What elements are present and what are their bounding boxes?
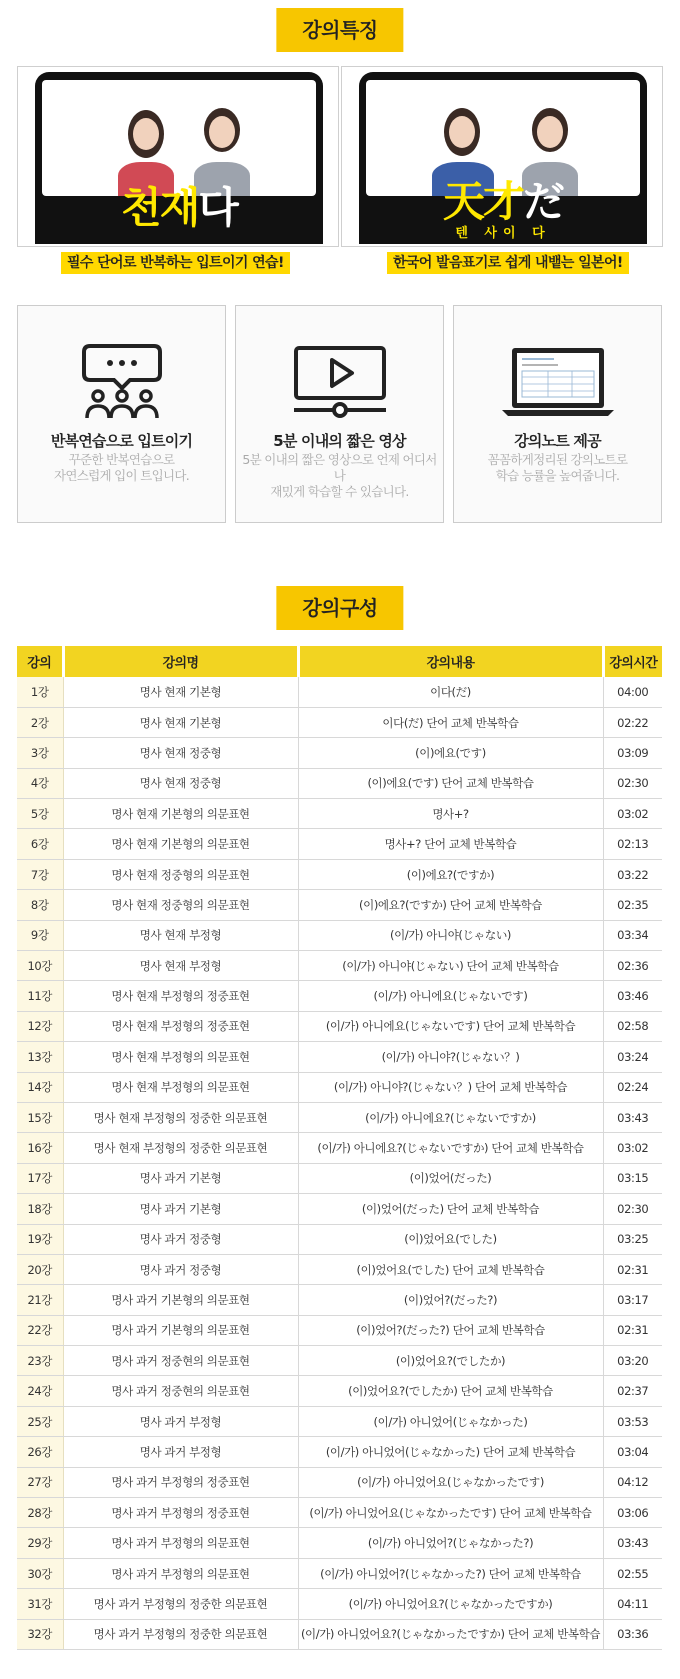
table-row[interactable] [17,1406,662,1436]
lesson-number: 28강 [17,1498,63,1528]
lesson-number: 21강 [17,1285,63,1315]
table-row[interactable] [17,707,662,737]
lesson-content: (이/가) 아니었어(じゃなかった) [298,1406,603,1436]
lesson-duration: 02:30 [603,768,662,798]
curriculum-table-body [17,677,662,1650]
laptop-notes-icon [498,344,618,424]
table-row[interactable] [17,1163,662,1193]
thumbnail-title: 天才だ [442,177,564,226]
feature-card-desc: 꾸준한 반복연습으로 자연스럽게 입이 트입니다. [54,452,189,483]
lesson-title: 명사 과거 기본형의 의문표현 [63,1315,298,1345]
video-thumbnail-2[interactable] [341,66,663,247]
lesson-content: (이/가) 아니었어요(じゃなかったです) 단어 교체 반복학습 [298,1498,603,1528]
lesson-number: 25강 [17,1406,63,1436]
lesson-duration: 03:06 [603,1498,662,1528]
lesson-content: (이/가) 아니야(じゃない) 단어 교체 반복학습 [298,951,603,981]
table-row[interactable] [17,677,662,707]
thumbnail-caption-2: 한국어 발음표기로 쉽게 내뱉는 일본어! [387,252,629,274]
lesson-duration: 03:17 [603,1285,662,1315]
lesson-title: 명사 과거 부정형의 정중한 의문표현 [63,1619,298,1649]
lesson-content: (이/가) 아니에요?(じゃないですか) 단어 교체 반복학습 [298,1133,603,1163]
table-row[interactable] [17,1498,662,1528]
lesson-number: 16강 [17,1133,63,1163]
video-player-icon [292,344,388,424]
lesson-number: 15강 [17,1102,63,1132]
lesson-duration: 03:43 [603,1102,662,1132]
table-row[interactable] [17,1437,662,1467]
feature-card-desc: 꼼꼼하게정리된 강의노트로 학습 능률을 높여줍니다. [487,452,628,483]
lesson-number: 5강 [17,799,63,829]
lesson-content: (이/가) 아니었어요(じゃなかったです) [298,1467,603,1497]
table-row[interactable] [17,1133,662,1163]
lesson-number: 6강 [17,829,63,859]
lesson-duration: 03:24 [603,1042,662,1072]
lesson-title: 명사 과거 정중현의 의문표현 [63,1376,298,1406]
table-row[interactable] [17,1011,662,1041]
video-screen [35,72,323,244]
table-row[interactable] [17,1254,662,1284]
lesson-title: 명사 과거 정중형 [63,1224,298,1254]
thumbnail-title: 천재다 [121,183,237,232]
lesson-content: (이/가) 아니었어요?(じゃなかったですか) 단어 교체 반복학습 [298,1619,603,1649]
lesson-title: 명사 현재 부정형의 정중한 의문표현 [63,1133,298,1163]
lesson-content: (이/가) 아니었어요?(じゃなかったですか) [298,1589,603,1619]
lesson-duration: 03:34 [603,920,662,950]
lesson-number: 11강 [17,981,63,1011]
feature-card-desc: 5분 이내의 짧은 영상으로 언제 어디서나 재밌게 학습할 수 있습니다. [242,452,437,499]
lesson-title: 명사 현재 정중형 [63,738,298,768]
lesson-title: 명사 현재 부정형의 의문표현 [63,1042,298,1072]
feature-card-title: 5분 이내의 짧은 영상 [273,432,406,450]
lesson-number: 22강 [17,1315,63,1345]
thumbnail-caption-1: 필수 단어로 반복하는 입트이기 연습! [61,252,290,274]
table-row[interactable] [17,981,662,1011]
lesson-content: (이)었어요(でした) [298,1224,603,1254]
lesson-content: (이)었어요(でした) 단어 교체 반복학습 [298,1254,603,1284]
table-header-row [17,646,662,677]
table-row[interactable] [17,1285,662,1315]
lesson-duration: 03:53 [603,1406,662,1436]
lesson-number: 24강 [17,1376,63,1406]
table-row[interactable] [17,1558,662,1588]
lesson-duration: 02:13 [603,829,662,859]
table-row[interactable] [17,1589,662,1619]
lesson-number: 2강 [17,707,63,737]
lesson-duration: 02:24 [603,1072,662,1102]
lesson-content: (이)에요?(ですか) [298,859,603,889]
lesson-title: 명사 현재 기본형 [63,677,298,707]
lesson-number: 13강 [17,1042,63,1072]
video-screen [359,72,647,244]
lesson-number: 26강 [17,1437,63,1467]
lesson-content: 명사+? 단어 교체 반복학습 [298,829,603,859]
table-row[interactable] [17,1042,662,1072]
lesson-duration: 02:22 [603,707,662,737]
feature-card-title: 반복연습으로 입트이기 [50,432,193,450]
lesson-title: 명사 과거 부정형의 의문표현 [63,1528,298,1558]
lesson-title: 명사 현재 정중형의 의문표현 [63,859,298,889]
lesson-content: (이/가) 아니었어?(じゃなかった?) 단어 교체 반복학습 [298,1558,603,1588]
feature-card-title: 강의노트 제공 [514,432,601,450]
lesson-content: (이)었어요?(でしたか) [298,1346,603,1376]
table-row[interactable] [17,738,662,768]
table-row[interactable] [17,1072,662,1102]
lesson-number: 29강 [17,1528,63,1558]
table-row[interactable] [17,1346,662,1376]
lesson-title: 명사 과거 부정형의 정중표현 [63,1498,298,1528]
lesson-title: 명사 과거 부정형 [63,1437,298,1467]
lesson-title: 명사 현재 부정형의 의문표현 [63,1072,298,1102]
table-row[interactable] [17,1619,662,1649]
lesson-number: 4강 [17,768,63,798]
lesson-title: 명사 현재 부정형 [63,920,298,950]
lesson-content: (이)었어요?(でしたか) 단어 교체 반복학습 [298,1376,603,1406]
table-row[interactable] [17,951,662,981]
lesson-number: 12강 [17,1011,63,1041]
lesson-number: 20강 [17,1254,63,1284]
instructor-figure-right [192,96,252,196]
lesson-number: 19강 [17,1224,63,1254]
lesson-title: 명사 현재 기본형 [63,707,298,737]
lesson-content: (이)었어(だった) [298,1163,603,1193]
lesson-duration: 03:15 [603,1163,662,1193]
lesson-title: 명사 현재 부정형의 정중표현 [63,981,298,1011]
lesson-number: 3강 [17,738,63,768]
curriculum-section-title: 강의구성 [276,586,403,630]
lesson-number: 31강 [17,1589,63,1619]
lesson-title: 명사 과거 기본형 [63,1194,298,1224]
table-row[interactable] [17,799,662,829]
lesson-content: (이/가) 아니야?(じゃない？) [298,1042,603,1072]
lesson-duration: 03:43 [603,1528,662,1558]
lesson-duration: 02:31 [603,1254,662,1284]
lesson-duration: 02:58 [603,1011,662,1041]
lesson-title: 명사 과거 부정형의 정중표현 [63,1467,298,1497]
features-section-title: 강의특징 [276,8,403,52]
lesson-content: 이다(だ) [298,677,603,707]
lesson-duration: 03:02 [603,799,662,829]
lesson-duration: 04:12 [603,1467,662,1497]
table-row[interactable] [17,1315,662,1345]
lesson-duration: 02:36 [603,951,662,981]
column-header-lesson: 강의 [17,646,63,677]
table-row[interactable] [17,920,662,950]
lesson-content: 이다(だ) 단어 교체 반복학습 [298,707,603,737]
lesson-number: 23강 [17,1346,63,1376]
feature-card-lecture-notes [453,305,662,523]
lesson-title: 명사 현재 부정형 [63,951,298,981]
lesson-duration: 04:00 [603,677,662,707]
lesson-duration: 02:37 [603,1376,662,1406]
lesson-number: 8강 [17,890,63,920]
lesson-content: (이)었어?(だった?) [298,1285,603,1315]
table-row[interactable] [17,829,662,859]
table-row[interactable] [17,768,662,798]
lesson-number: 14강 [17,1072,63,1102]
lesson-duration: 03:22 [603,859,662,889]
lesson-title: 명사 과거 부정형 [63,1406,298,1436]
lesson-title: 명사 현재 부정형의 정중표현 [63,1011,298,1041]
lesson-duration: 03:02 [603,1133,662,1163]
feature-card-short-video [235,305,444,523]
lesson-duration: 02:55 [603,1558,662,1588]
lesson-content: 명사+? [298,799,603,829]
lesson-number: 9강 [17,920,63,950]
lesson-duration: 04:11 [603,1589,662,1619]
lesson-content: (이/가) 아니야(じゃない) [298,920,603,950]
lesson-title: 명사 현재 부정형의 정중한 의문표현 [63,1102,298,1132]
lesson-number: 1강 [17,677,63,707]
lesson-content: (이)에요(です) 단어 교체 반복학습 [298,768,603,798]
lesson-number: 32강 [17,1619,63,1649]
lesson-duration: 03:46 [603,981,662,1011]
column-header-content: 강의내용 [298,646,603,677]
lesson-title: 명사 과거 기본형의 의문표현 [63,1285,298,1315]
lesson-duration: 03:09 [603,738,662,768]
lesson-duration: 02:31 [603,1315,662,1345]
lesson-content: (이)었어?(だった?) 단어 교체 반복학습 [298,1315,603,1345]
lesson-title: 명사 현재 정중형 [63,768,298,798]
lesson-title: 명사 과거 정중형 [63,1254,298,1284]
lesson-duration: 03:20 [603,1346,662,1376]
lesson-number: 27강 [17,1467,63,1497]
lesson-title: 명사 현재 기본형의 의문표현 [63,829,298,859]
lesson-title: 명사 과거 정중현의 의문표현 [63,1346,298,1376]
lesson-content: (이/가) 아니에요(じゃないです) 단어 교체 반복학습 [298,1011,603,1041]
curriculum-table [17,646,662,1650]
feature-card-repetition [17,305,226,523]
video-thumbnail-1[interactable] [17,66,339,247]
group-chat-icon [82,344,162,424]
lesson-content: (이)에요(です) [298,738,603,768]
lesson-title: 명사 현재 기본형의 의문표현 [63,799,298,829]
lesson-duration: 02:30 [603,1194,662,1224]
table-row[interactable] [17,1194,662,1224]
lesson-number: 30강 [17,1558,63,1588]
lesson-content: (이/가) 아니야?(じゃない？) 단어 교체 반복학습 [298,1072,603,1102]
lesson-content: (이)에요?(ですか) 단어 교체 반복학습 [298,890,603,920]
instructor-figure-left [116,96,176,196]
table-row[interactable] [17,859,662,889]
lesson-title: 명사 과거 부정형의 정중한 의문표현 [63,1589,298,1619]
thumbnail-pronunciation: 텐 사이 다 [455,226,551,241]
table-row[interactable] [17,1224,662,1254]
lesson-content: (이)었어(だった) 단어 교체 반복학습 [298,1194,603,1224]
lesson-duration: 03:25 [603,1224,662,1254]
lesson-number: 7강 [17,859,63,889]
lesson-duration: 02:35 [603,890,662,920]
column-header-title: 강의명 [63,646,298,677]
lesson-duration: 03:04 [603,1437,662,1467]
lesson-number: 17강 [17,1163,63,1193]
table-row[interactable] [17,1376,662,1406]
lesson-content: (이/가) 아니었어(じゃなかった) 단어 교체 반복학습 [298,1437,603,1467]
lesson-title: 명사 현재 정중형의 의문표현 [63,890,298,920]
lesson-number: 10강 [17,951,63,981]
lesson-content: (이/가) 아니에요(じゃないです) [298,981,603,1011]
lesson-number: 18강 [17,1194,63,1224]
lesson-duration: 03:36 [603,1619,662,1649]
lesson-content: (이/가) 아니에요?(じゃないですか) [298,1102,603,1132]
table-row[interactable] [17,1467,662,1497]
table-row[interactable] [17,890,662,920]
lesson-title: 명사 과거 부정형의 의문표현 [63,1558,298,1588]
lesson-content: (이/가) 아니었어?(じゃなかった?) [298,1528,603,1558]
column-header-duration: 강의시간 [603,646,662,677]
table-row[interactable] [17,1528,662,1558]
lesson-title: 명사 과거 기본형 [63,1163,298,1193]
table-row[interactable] [17,1102,662,1132]
